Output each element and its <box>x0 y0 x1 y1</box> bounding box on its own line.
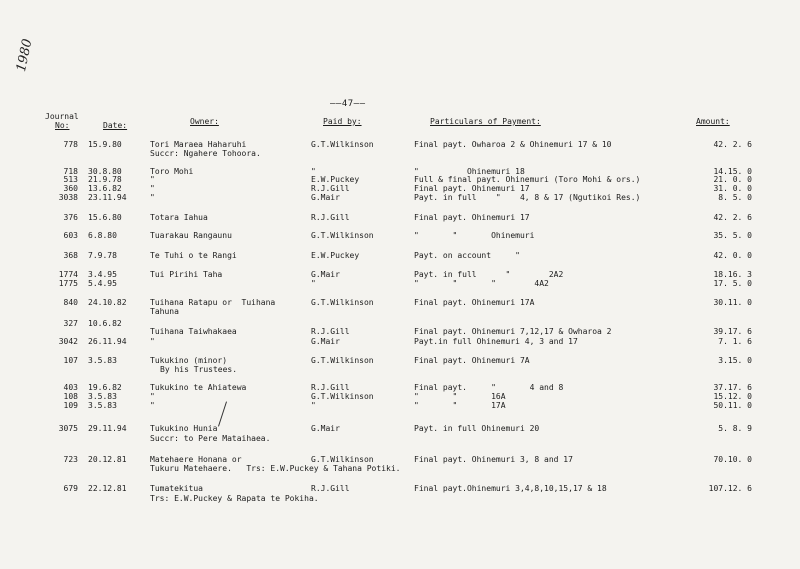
payment-amount: 7. 1. 6 <box>718 337 752 346</box>
owner-subline: Tahuna <box>150 307 179 316</box>
paid-by: G.Mair <box>311 193 340 202</box>
payment-particulars: Final payt. Ohinemuri 7,12,17 & Owharoa 2 <box>414 327 612 336</box>
payment-amount: 50.11. 0 <box>713 401 752 410</box>
payment-particulars: Payt. in full Ohinemuri 20 <box>414 424 540 433</box>
payment-particulars: Final payt. " 4 and 8 <box>414 383 564 392</box>
owner-name: Matehaere Honana or <box>150 455 242 464</box>
owner-name: " <box>150 401 155 410</box>
payment-particulars: Payt.in full Ohinemuri 4, 3 and 17 <box>414 337 578 346</box>
payment-amount: 37.17. 6 <box>713 383 752 392</box>
journal-number: 403 <box>63 383 78 392</box>
paid-by: G.T.Wilkinson <box>311 298 374 307</box>
paid-by: " <box>311 401 316 410</box>
payment-amount: 42. 2. 6 <box>713 213 752 222</box>
owner-name: Tori Maraea Haharuhi <box>150 140 247 149</box>
payment-amount: 5. 8. 9 <box>718 424 752 433</box>
owner-name: Tumatekitua <box>150 484 203 493</box>
header-owner: Owner: <box>190 117 219 126</box>
entry-date: 3.5.83 <box>88 401 117 410</box>
payment-particulars: Payt. on account " <box>414 251 520 260</box>
entry-date: 23.11.94 <box>88 193 127 202</box>
header-journal-line1: Journal <box>45 112 79 121</box>
header-amount: Amount: <box>696 117 730 126</box>
journal-number: 327 <box>63 319 78 328</box>
paid-by: " <box>311 279 316 288</box>
payment-particulars: Final payt. Ohinemuri 3, 8 and 17 <box>414 455 573 464</box>
entry-date: 3.5.83 <box>88 392 117 401</box>
paid-by: R.J.Gill <box>311 213 350 222</box>
payment-particulars: Payt. in full " 2A2 <box>414 270 564 279</box>
paid-by: E.W.Puckey <box>311 175 360 184</box>
entry-date: 26.11.94 <box>88 337 127 346</box>
journal-number: 108 <box>63 392 78 401</box>
payment-amount: 15.12. 0 <box>713 392 752 401</box>
entry-date: 15.6.80 <box>88 213 122 222</box>
owner-name: " <box>150 175 155 184</box>
payment-particulars: Final payt.Ohinemuri 3,4,8,10,15,17 & 18 <box>414 484 607 493</box>
entry-date: 3.4.95 <box>88 270 117 279</box>
owner-name: Tukukino (minor) <box>150 356 228 365</box>
entry-date: 24.10.82 <box>88 298 127 307</box>
paid-by: G.T.Wilkinson <box>311 392 374 401</box>
owner-name: Toro Mohi <box>150 167 194 176</box>
paid-by: G.T.Wilkinson <box>311 140 374 149</box>
paid-by: G.Mair <box>311 424 340 433</box>
owner-name: " <box>150 184 155 193</box>
payment-amount: 3.15. 0 <box>718 356 752 365</box>
header-date: Date: <box>103 121 128 130</box>
entry-date: 20.12.81 <box>88 455 127 464</box>
owner-subline: By his Trustees. <box>160 365 238 374</box>
owner-subline: Trs: E.W.Puckey & Rapata te Pokiha. <box>150 494 319 503</box>
journal-number: 109 <box>63 401 78 410</box>
header-paid-by: Paid by: <box>323 117 362 126</box>
payment-amount: 42. 2. 6 <box>713 140 752 149</box>
payment-particulars: Final payt. Owharoa 2 & Ohinemuri 17 & 10 <box>414 140 612 149</box>
payment-particulars: " " " 4A2 <box>414 279 549 288</box>
payment-amount: 17. 5. 0 <box>713 279 752 288</box>
payment-amount: 70.10. 0 <box>713 455 752 464</box>
payment-particulars: Final payt. Ohinemuri 7A <box>414 356 530 365</box>
journal-number: 368 <box>63 251 78 260</box>
entry-date: 6.8.80 <box>88 231 117 240</box>
payment-amount: 21. 0. 0 <box>713 175 752 184</box>
journal-number: 603 <box>63 231 78 240</box>
owner-name: Tukukino Hunia <box>150 424 218 433</box>
header-particulars: Particulars of Payment: <box>430 117 541 126</box>
journal-number: 107 <box>63 356 78 365</box>
paid-by: G.Mair <box>311 270 340 279</box>
journal-number: 1775 <box>58 279 78 288</box>
payment-amount: 31. 0. 0 <box>713 184 752 193</box>
owner-name: Totara Iahua <box>150 213 208 222</box>
payment-particulars: Payt. in full " 4, 8 & 17 (Ngutikoi Res.) <box>414 193 641 202</box>
payment-particulars: Full & final payt. Ohinemuri (Toro Mohi & ors.) <box>414 175 641 184</box>
payment-amount: 107.12. 6 <box>708 484 752 493</box>
journal-number: 718 <box>63 167 78 176</box>
payment-amount: 35. 5. 0 <box>713 231 752 240</box>
payment-particulars: Final payt. Ohinemuri 17A <box>414 298 535 307</box>
paid-by: " <box>311 167 316 176</box>
owner-name: Tukukino te Ahiatewa <box>150 383 247 392</box>
entry-date: 29.11.94 <box>88 424 127 433</box>
payment-particulars: Final payt. Ohinemuri 17 <box>414 184 530 193</box>
paid-by: E.W.Puckey <box>311 251 360 260</box>
entry-date: 10.6.82 <box>88 319 122 328</box>
payment-particulars: " " 17A <box>414 401 506 410</box>
payment-amount: 42. 0. 0 <box>713 251 752 260</box>
journal-number: 3042 <box>58 337 78 346</box>
entry-date: 5.4.95 <box>88 279 117 288</box>
payment-amount: 18.16. 3 <box>713 270 752 279</box>
owner-name: " <box>150 337 155 346</box>
payment-particulars: " " 16A <box>414 392 506 401</box>
owner-subline: Tukuru Matehaere. Trs: E.W.Puckey & Tahana Potiki. <box>150 464 401 473</box>
paid-by: G.Mair <box>311 337 340 346</box>
payment-particulars: " " Ohinemuri <box>414 231 535 240</box>
entry-date: 7.9.78 <box>88 251 117 260</box>
owner-name: " <box>150 392 155 401</box>
owner-name: Tuihana Ratapu or Tuihana <box>150 298 276 307</box>
paid-by: R.J.Gill <box>311 327 350 336</box>
entry-date: 3.5.83 <box>88 356 117 365</box>
pen-mark <box>218 401 227 426</box>
payment-amount: 14.15. 0 <box>713 167 752 176</box>
payment-particulars: Final payt. Ohinemuri 17 <box>414 213 530 222</box>
entry-date: 30.8.80 <box>88 167 122 176</box>
paid-by: R.J.Gill <box>311 484 350 493</box>
paid-by: R.J.Gill <box>311 383 350 392</box>
journal-number: 376 <box>63 213 78 222</box>
owner-name: " <box>150 193 155 202</box>
owner-name: Tuihana Taiwhakaea <box>150 327 237 336</box>
header-journal-line2: No: <box>55 121 70 130</box>
journal-number: 3075 <box>58 424 78 433</box>
payment-amount: 8. 5. 0 <box>718 193 752 202</box>
entry-date: 19.6.82 <box>88 383 122 392</box>
margin-note: 1980 <box>14 37 36 74</box>
payment-amount: 30.11. 0 <box>713 298 752 307</box>
journal-number: 3038 <box>58 193 78 202</box>
entry-date: 21.9.78 <box>88 175 122 184</box>
journal-number: 840 <box>63 298 78 307</box>
journal-number: 778 <box>63 140 78 149</box>
paid-by: G.T.Wilkinson <box>311 231 374 240</box>
owner-name: Tui Pirihi Taha <box>150 270 223 279</box>
entry-date: 13.6.82 <box>88 184 122 193</box>
journal-number: 360 <box>63 184 78 193</box>
owner-name: Te Tuhi o te Rangi <box>150 251 237 260</box>
entry-date: 22.12.81 <box>88 484 127 493</box>
entry-date: 15.9.80 <box>88 140 122 149</box>
payment-amount: 39.17. 6 <box>713 327 752 336</box>
journal-number: 513 <box>63 175 78 184</box>
page-number: ——47—— <box>330 99 366 109</box>
journal-number: 723 <box>63 455 78 464</box>
paid-by: G.T.Wilkinson <box>311 455 374 464</box>
journal-number: 1774 <box>58 270 78 279</box>
payment-particulars: " Ohinemuri 18 <box>414 167 525 176</box>
owner-name: Tuarakau Rangaunu <box>150 231 232 240</box>
paid-by: G.T.Wilkinson <box>311 356 374 365</box>
owner-subline: Succr: to Pere Mataihaea. <box>150 434 271 443</box>
owner-subline: Succr: Ngahere Tohoora. <box>150 149 261 158</box>
journal-number: 679 <box>63 484 78 493</box>
paid-by: R.J.Gill <box>311 184 350 193</box>
